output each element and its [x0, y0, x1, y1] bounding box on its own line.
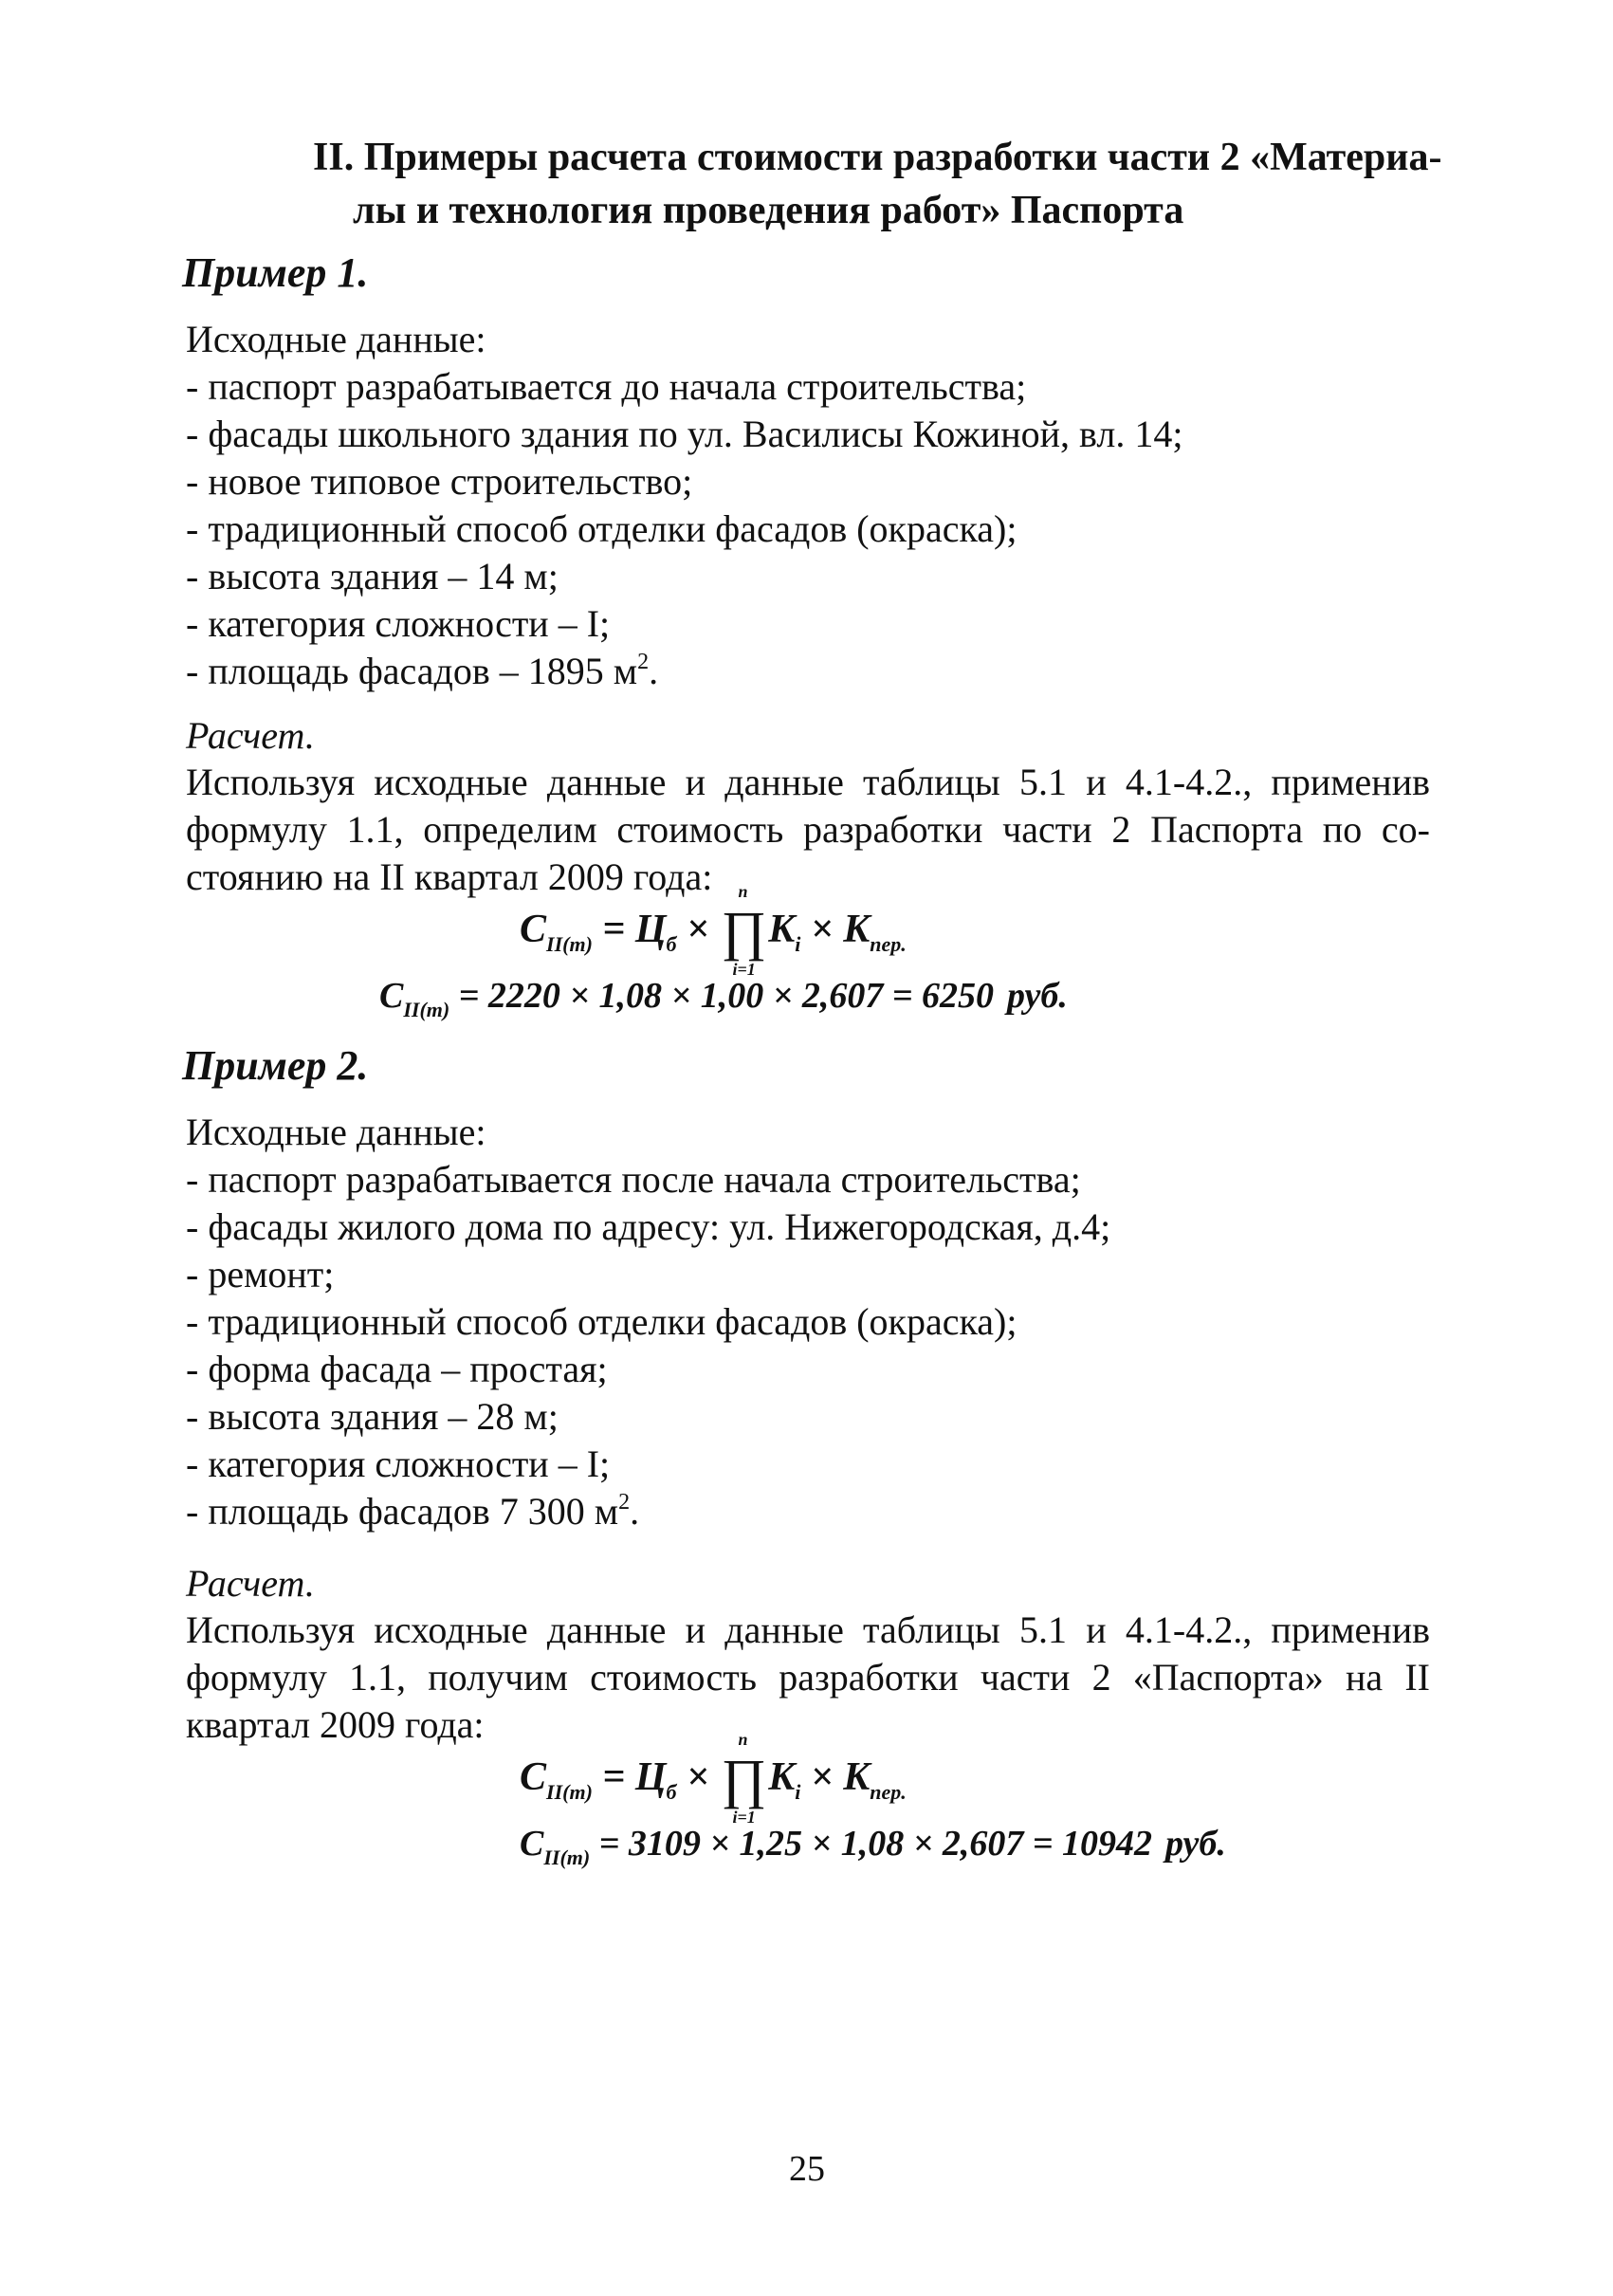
- example-2-formula-general: $C_{II(m)} = Ц_б$ × ∏ n i=1 $K_i \times K_{пер.}$: [520, 1730, 907, 1827]
- example-1-area-sup: 2: [637, 650, 650, 674]
- example-1-item: - новое типовое строительство;: [186, 460, 693, 503]
- page-number: 25: [789, 2149, 825, 2189]
- example-1-formula-result: $C_{II(m)} = 2220 \times 1,08 \times 1,00 \times 2,607 = 6250$ руб.: [379, 976, 1068, 1021]
- paragraph-line: формулу 1.1, определим стоимость разработки части 2 Паспорта по со-: [186, 808, 1430, 851]
- product-symbol: ∏ n i=1: [721, 882, 767, 979]
- section-heading: [313, 131, 1441, 237]
- paragraph-line: Используя исходные данные и данные таблицы 5.1 и 4.1-4.2., применив: [186, 1608, 1430, 1651]
- example-1-calc-paragraph: [186, 759, 1430, 901]
- example-2-calc-paragraph: [186, 1607, 1430, 1749]
- example-2-title: Пример 2.: [182, 1042, 369, 1089]
- example-1-item: - паспорт разрабатывается до начала строительства;: [186, 365, 1027, 408]
- section-heading-line-2: лы и технология проведения работ» Паспорта: [353, 189, 1184, 232]
- example-1-calc-label: Расчет.: [186, 714, 315, 757]
- paragraph-line: формулу 1.1, получим стоимость разработки части 2 «Паспорта» на II: [186, 1656, 1430, 1699]
- example-2-formula-result: $C_{II(m)} = 3109 \times 1,25 \times 1,08 \times 2,607 = 10942$ руб.: [520, 1824, 1226, 1869]
- example-2-item: - форма фасада – простая;: [186, 1348, 608, 1390]
- example-2-item: - высота здания – 28 м;: [186, 1395, 559, 1438]
- example-2-initial-label: Исходные данные:: [186, 1111, 486, 1153]
- example-1-item: - фасады школьного здания по ул. Василисы Кожиной, вл. 14;: [186, 413, 1183, 455]
- paragraph-line: квартал 2009 года:: [186, 1703, 485, 1746]
- example-1-area-item: [186, 649, 658, 693]
- example-1-item: - высота здания – 14 м;: [186, 555, 559, 597]
- product-symbol: ∏ n i=1: [721, 1730, 767, 1827]
- example-2-item: - категория сложности – I;: [186, 1442, 611, 1485]
- example-2-calc-label: Расчет.: [186, 1562, 315, 1605]
- section-heading-line-1: II. Примеры расчета стоимости разработки части 2 «Материа-: [313, 136, 1442, 179]
- paragraph-line: стоянию на II квартал 2009 года:: [186, 855, 713, 898]
- example-2-area-sup: 2: [618, 1490, 631, 1515]
- example-2-item: - фасады жилого дома по адресу: ул. Нижегородская, д.4;: [186, 1205, 1111, 1248]
- example-1-formula-general: $C_{II(m)} = Ц_б$ × ∏ n i=1 $K_i \times K_{пер.}$: [520, 882, 907, 979]
- example-2-item: - традиционный способ отделки фасадов (окраска);: [186, 1300, 1017, 1343]
- example-2-area-text: - площадь фасадов 7 300 м: [186, 1490, 619, 1533]
- example-1-item: - категория сложности – I;: [186, 602, 611, 645]
- example-1-area-end: .: [649, 650, 659, 692]
- example-1-initial-label: Исходные данные:: [186, 318, 486, 360]
- paragraph-line: Используя исходные данные и данные таблицы 5.1 и 4.1-4.2., применив: [186, 761, 1430, 803]
- example-2-item: - ремонт;: [186, 1253, 335, 1295]
- example-2-area-item: [186, 1489, 639, 1534]
- example-2-area-end: .: [630, 1490, 640, 1533]
- example-1-title: Пример 1.: [182, 249, 369, 296]
- example-1-area-text: - площадь фасадов – 1895 м: [186, 650, 638, 692]
- example-2-item: - паспорт разрабатывается после начала строительства;: [186, 1158, 1081, 1201]
- example-1-item: - традиционный способ отделки фасадов (окраска);: [186, 507, 1017, 550]
